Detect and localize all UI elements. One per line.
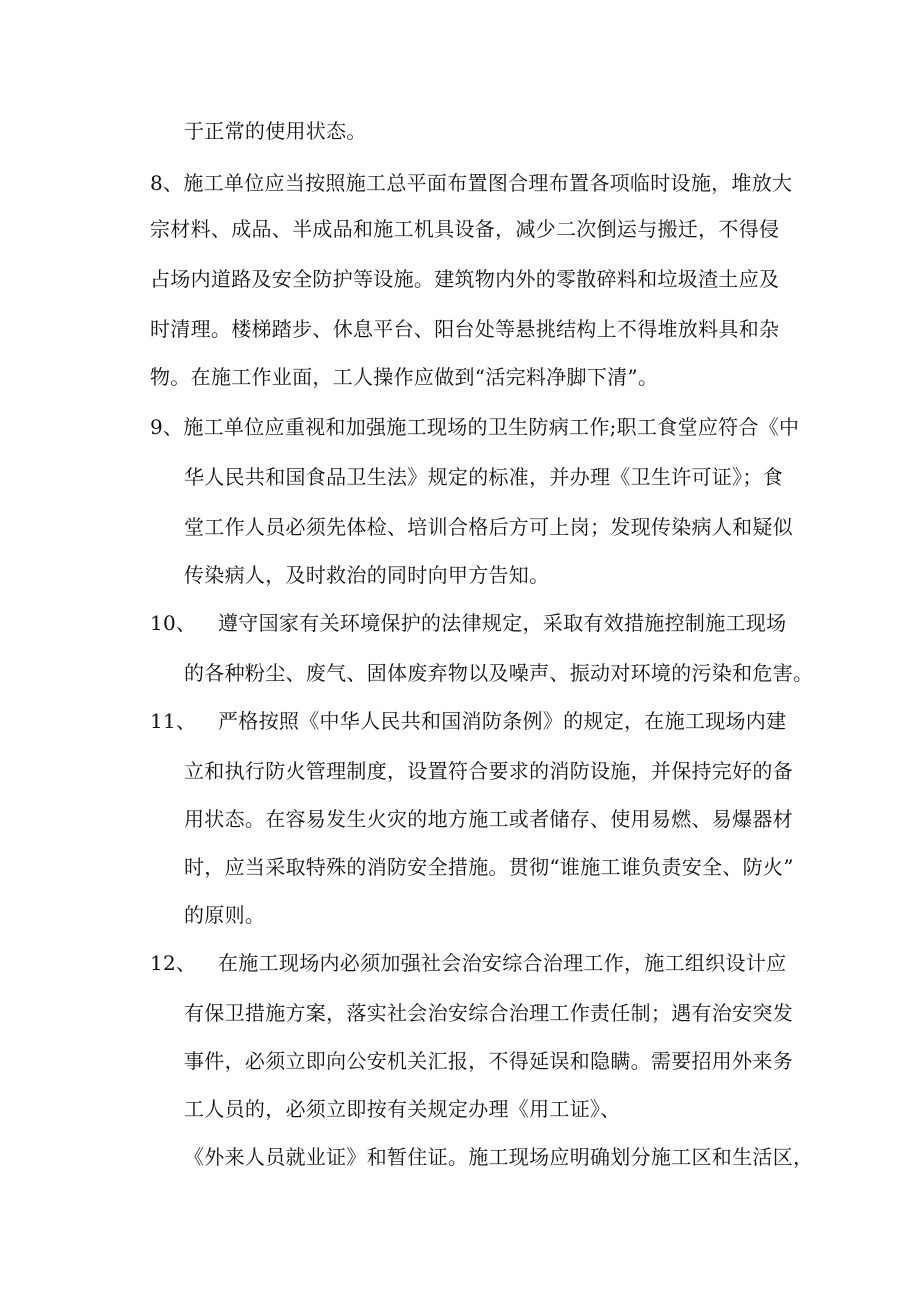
text-line-15: 用状态。在容易发生火灾的地方施工或者储存、使用易燃、易爆器材 <box>184 807 793 831</box>
text-line-7: 9、施工单位应重视和加强施工现场的卫生防病工作;职工食堂应符合《中 <box>150 415 800 439</box>
item-number-12: 12、 <box>150 951 197 975</box>
text-line-19: 有保卫措施方案，落实社会治安综合治理工作责任制；遇有治安突发 <box>184 1001 793 1025</box>
text-line-5: 时清理。楼梯踏步、休息平台、阳台处等悬挑结构上不得堆放料具和杂 <box>150 317 780 341</box>
text-line-4: 占场内道路及安全防护等设施。建筑物内外的零散碎料和垃圾渣土应及 <box>150 267 780 291</box>
text-line-12: 的各种粉尘、废气、固体废弃物以及噪声、振动对环境的污染和危害。 <box>184 661 814 685</box>
text-line-3: 宗材料、成品、半成品和施工机具设备，减少二次倒运与搬迁，不得侵 <box>150 217 780 241</box>
text-line-2: 8、施工单位应当按照施工总平面布置图合理布置各项临时设施，堆放大 <box>150 171 793 195</box>
item-10-first-line <box>150 610 786 636</box>
text-line-14: 立和执行防火管理制度，设置符合要求的消防设施，并保持完好的备 <box>184 759 793 783</box>
text-line-11: 遵守国家有关环境保护的法律规定，采取有效措施控制施工现场 <box>218 611 787 635</box>
text-line-21: 工人员的，必须立即按有关规定办理《用工证》、 <box>184 1097 621 1121</box>
text-line-1: 于正常的使用状态。 <box>184 119 367 143</box>
text-line-13: 严格按照《中华人民共和国消防条例》的规定，在施工现场内建 <box>218 709 787 733</box>
text-line-22: 《外来人员就业证》和暂住证。施工现场应明确划分施工区和生活区， <box>184 1145 814 1169</box>
text-line-10: 传染病人，及时救治的同时向甲方告知。 <box>184 563 550 587</box>
text-line-8: 华人民共和国食品卫生法》规定的标准，并办理《卫生许可证》；食 <box>184 465 783 489</box>
text-line-16: 时，应当采取特殊的消防安全措施。贯彻“谁施工谁负责安全、防火” <box>184 855 794 879</box>
text-line-17: 的原则。 <box>184 903 266 927</box>
text-line-6: 物。在施工作业面，工人操作应做到“活完料净脚下清”。 <box>150 365 659 389</box>
item-12-first-line <box>150 950 786 976</box>
text-line-9: 堂工作人员必须先体检、培训合格后方可上岗；发现传染病人和疑似 <box>184 515 793 539</box>
item-11-first-line <box>150 708 786 734</box>
text-line-20: 事件，必须立即向公安机关汇报，不得延误和隐瞒。需要招用外来务 <box>184 1049 793 1073</box>
item-number-10: 10、 <box>150 611 197 635</box>
text-line-18: 在施工现场内必须加强社会治安综合治理工作，施工组织设计应 <box>218 951 787 975</box>
item-number-11: 11、 <box>150 709 197 733</box>
